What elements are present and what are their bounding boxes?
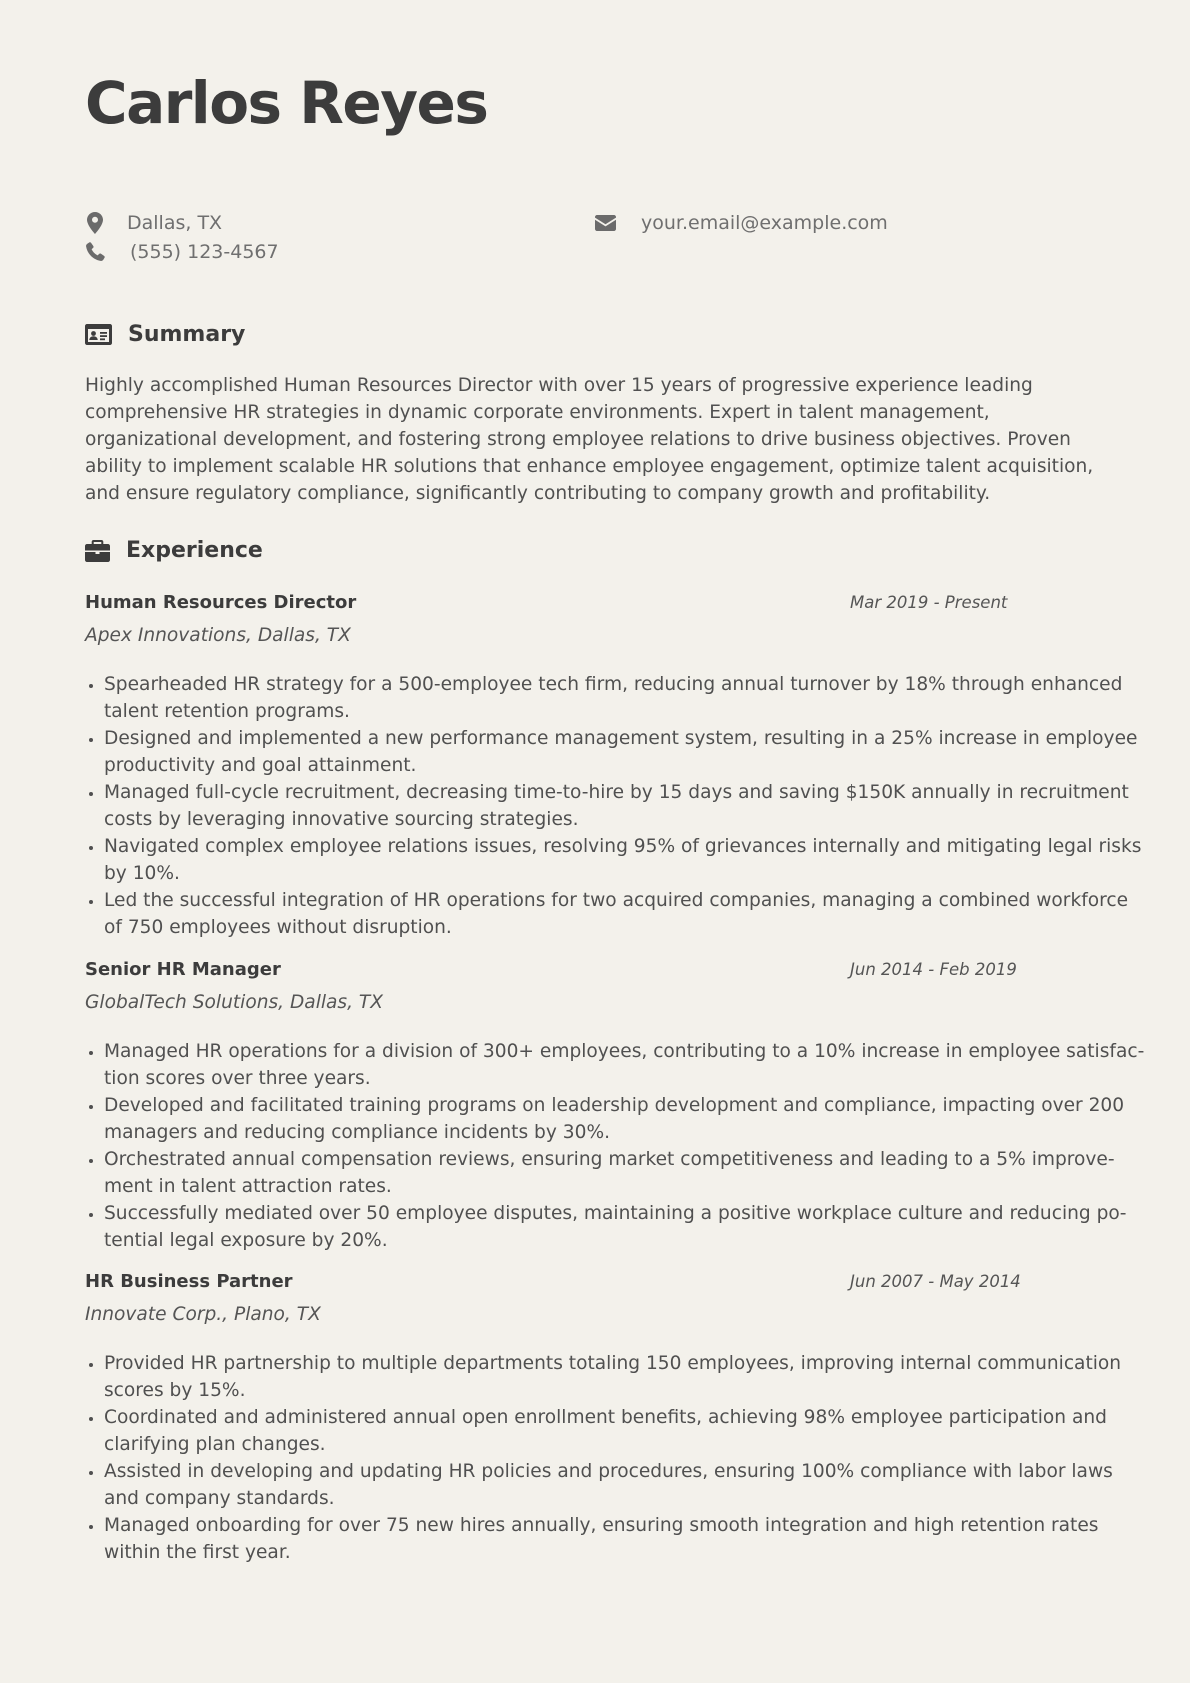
location-text: Dallas, TX — [127, 212, 223, 234]
bullet-item: • Assisted in developing and updating HR policies and procedures, ensuring 100% compliance with labor laws and company standards. — [104, 1458, 1149, 1512]
bullet-item: • Successfully mediated over 50 employee disputes, maintaining a positive workplace culture and reducing potential legal exposure by 20%. — [104, 1200, 1149, 1254]
job-bullets — [85, 1038, 1149, 1254]
bullet-item: • Navigated complex employee relations issues, resolving 95% of grievances internally and mitigating legal risks by 10%. — [104, 833, 1149, 887]
job-dates: Mar 2019 - Present — [850, 593, 1008, 612]
summary-heading — [85, 322, 245, 347]
email-text: your.email@example.com — [641, 212, 888, 234]
bullet-item: • Provided HR partnership to multiple departments totaling 150 employees, improving internal communication scores by 15%. — [104, 1350, 1149, 1404]
contact-email — [594, 212, 888, 234]
experience-heading — [85, 538, 263, 563]
bullet-item: • Led the successful integration of HR operations for two acquired companies, managing a combined workforce of 750 employees without disruption. — [104, 887, 1149, 941]
experience-title: Experience — [126, 538, 263, 563]
bullet-item: • Spearheaded HR strategy for a 500-employee tech firm, reducing annual turnover by 18% through enhanced talent retention programs. — [104, 671, 1149, 725]
job-title: Senior HR Manager — [85, 959, 281, 980]
bullet-item: • Designed and implemented a new performance management system, resulting in a 25% increase in employee productivity and goal attainment. — [104, 725, 1149, 779]
job-company: Apex Innovations, Dallas, TX — [85, 625, 351, 646]
bullet-item: • Managed onboarding for over 75 new hires annually, ensuring smooth integration and high retention rates within the first year. — [104, 1512, 1149, 1566]
summary-title: Summary — [128, 322, 246, 347]
job-dates: Jun 2014 - Feb 2019 — [850, 960, 1017, 979]
job-company: GlobalTech Solutions, Dallas, TX — [85, 992, 384, 1013]
bullet-item: • Managed full-cycle recruitment, decreasing time-to-hire by 15 days and saving $150K annually in recruitment costs by leveraging innovative sourcing strategies. — [104, 779, 1149, 833]
job-title: HR Business Partner — [85, 1271, 293, 1292]
job-bullets — [85, 671, 1149, 941]
contact-phone — [84, 241, 279, 263]
briefcase-icon — [85, 540, 110, 562]
envelope-icon — [594, 212, 616, 234]
summary-text: Highly accomplished Human Resources Director with over 15 years of progressive experience leading comprehensive HR strategies in dynamic corporate environments. Expert in talent management, organizational development, and fostering strong employee relations to drive business objectives. Proven ability to implement scalable HR solutions that enhance employee engagement, optimize talent acquisition, and ensure regulatory compliance, significantly contributing to company growth and profitability. — [85, 375, 1094, 504]
bullet-item: • Developed and facilitated training programs on leadership development and compliance, impacting over 200 managers and reducing compliance incidents by 30%. — [104, 1092, 1149, 1146]
id-card-icon — [85, 324, 112, 345]
bullet-item: • Orchestrated annual compensation reviews, ensuring market competitiveness and leading to a 5% improvement in talent attraction rates. — [104, 1146, 1149, 1200]
job-bullets — [85, 1350, 1149, 1566]
map-marker-icon — [84, 212, 106, 234]
bullet-item: • Managed HR operations for a division of 300+ employees, contributing to a 10% increase in employee satisfaction scores over three years. — [104, 1038, 1149, 1092]
job-dates: Jun 2007 - May 2014 — [850, 1272, 1021, 1291]
phone-icon — [84, 241, 106, 263]
candidate-name: Carlos Reyes — [85, 69, 488, 137]
phone-text: (555) 123-4567 — [130, 241, 279, 263]
job-company: Innovate Corp., Plano, TX — [85, 1304, 321, 1325]
contact-location — [84, 212, 222, 234]
job-title: Human Resources Director — [85, 592, 357, 613]
bullet-item: • Coordinated and administered annual open enrollment benefits, achieving 98% employee participation and clarifying plan changes. — [104, 1404, 1149, 1458]
